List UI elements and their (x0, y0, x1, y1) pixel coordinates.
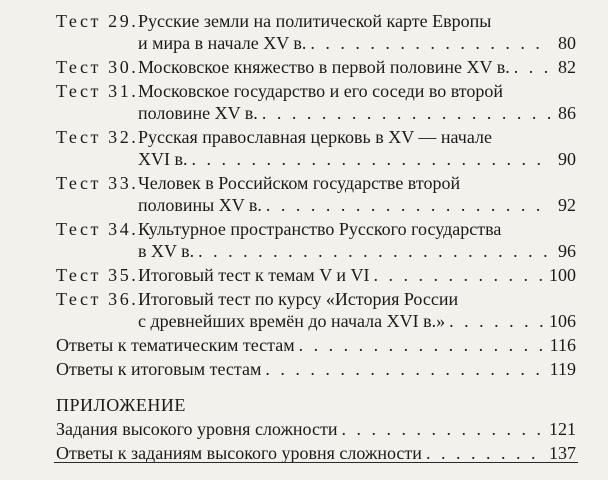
leader-dots (514, 56, 550, 78)
page-number: 82 (558, 57, 576, 77)
toc-entry-test-31 (56, 80, 576, 124)
test-label: Тест 29. (56, 11, 139, 31)
test-label: Тест 35. (56, 265, 139, 285)
entry-title-line: Московское княжество в первой половине XV в. (138, 57, 510, 77)
page-number: 137 (549, 443, 576, 463)
page-number: 106 (549, 311, 576, 331)
entry-title-line: Задания высокого уровня сложности (56, 419, 338, 439)
entry-title-line: Русские земли на политической карте Европы (138, 11, 492, 31)
test-label: Тест 31. (56, 81, 139, 101)
leader-dots (342, 418, 546, 440)
toc-entry-test-34 (56, 218, 576, 262)
leader-dots (374, 264, 546, 286)
page-number: 121 (549, 419, 576, 439)
leader-dots (266, 194, 550, 216)
toc-entry-answers-thematic (56, 334, 576, 356)
appendix-heading: ПРИЛОЖЕНИЕ (56, 395, 186, 415)
toc-entry-test-33 (56, 172, 576, 216)
entry-title-line: Итоговый тест по курсу «История России (138, 289, 459, 309)
page-number: 119 (549, 359, 576, 379)
page-number: 100 (549, 265, 576, 285)
entry-title-line: XVI в. (138, 149, 188, 169)
entry-title-line: половины XV в. (138, 195, 262, 215)
entry-title-line: Русская православная церковь в XV — начале (138, 127, 492, 147)
page-number: 80 (558, 33, 576, 53)
leader-dots (426, 442, 545, 464)
page-number: 92 (558, 195, 576, 215)
test-label: Тест 32. (56, 127, 139, 147)
bottom-rule (54, 462, 578, 463)
test-label: Тест 33. (56, 173, 139, 193)
entry-title-line: в XV в. (138, 241, 195, 261)
entry-title-line: Культурное пространство Русского государства (138, 219, 502, 239)
page-number: 86 (558, 103, 576, 123)
leader-dots (310, 32, 550, 54)
entry-title-line: Ответы к заданиям высокого уровня сложности (56, 443, 422, 463)
test-label: Тест 30. (56, 57, 139, 77)
entry-title-line: Ответы к тематическим тестам (56, 335, 295, 355)
toc-entry-test-32 (56, 126, 576, 170)
entry-title-line: и мира в начале XV в. (138, 33, 307, 53)
entry-title-line: Человек в Российском государстве второй (138, 173, 461, 193)
leader-dots (192, 148, 551, 170)
entry-title-line: с древнейших времён до начала XVI в.» (138, 311, 446, 331)
toc-entry-appendix-tasks (56, 418, 576, 440)
page-number: 96 (558, 241, 576, 261)
toc-entry-test-29 (56, 10, 576, 54)
entry-title-line: Ответы к итоговым тестам (56, 359, 262, 379)
leader-dots (265, 358, 545, 380)
toc-entry-appendix-answers (56, 442, 576, 464)
leader-dots (299, 334, 546, 356)
page-number: 116 (549, 335, 576, 355)
entry-title-line: Итоговый тест к темам V и VI (138, 265, 370, 285)
entry-title-line: половине XV в. (138, 103, 258, 123)
entry-title-line: Московское государство и его соседи во второй (138, 81, 504, 101)
toc-entry-test-30 (56, 56, 576, 78)
toc-entry-test-36 (56, 288, 576, 332)
leader-dots (449, 310, 545, 332)
leader-dots (262, 102, 550, 124)
toc-entry-answers-final (56, 358, 576, 380)
table-of-contents (56, 10, 576, 466)
page-number: 90 (558, 149, 576, 169)
toc-entry-test-35 (56, 264, 576, 286)
leader-dots (198, 240, 550, 262)
test-label: Тест 34. (56, 219, 139, 239)
test-label: Тест 36. (56, 289, 139, 309)
